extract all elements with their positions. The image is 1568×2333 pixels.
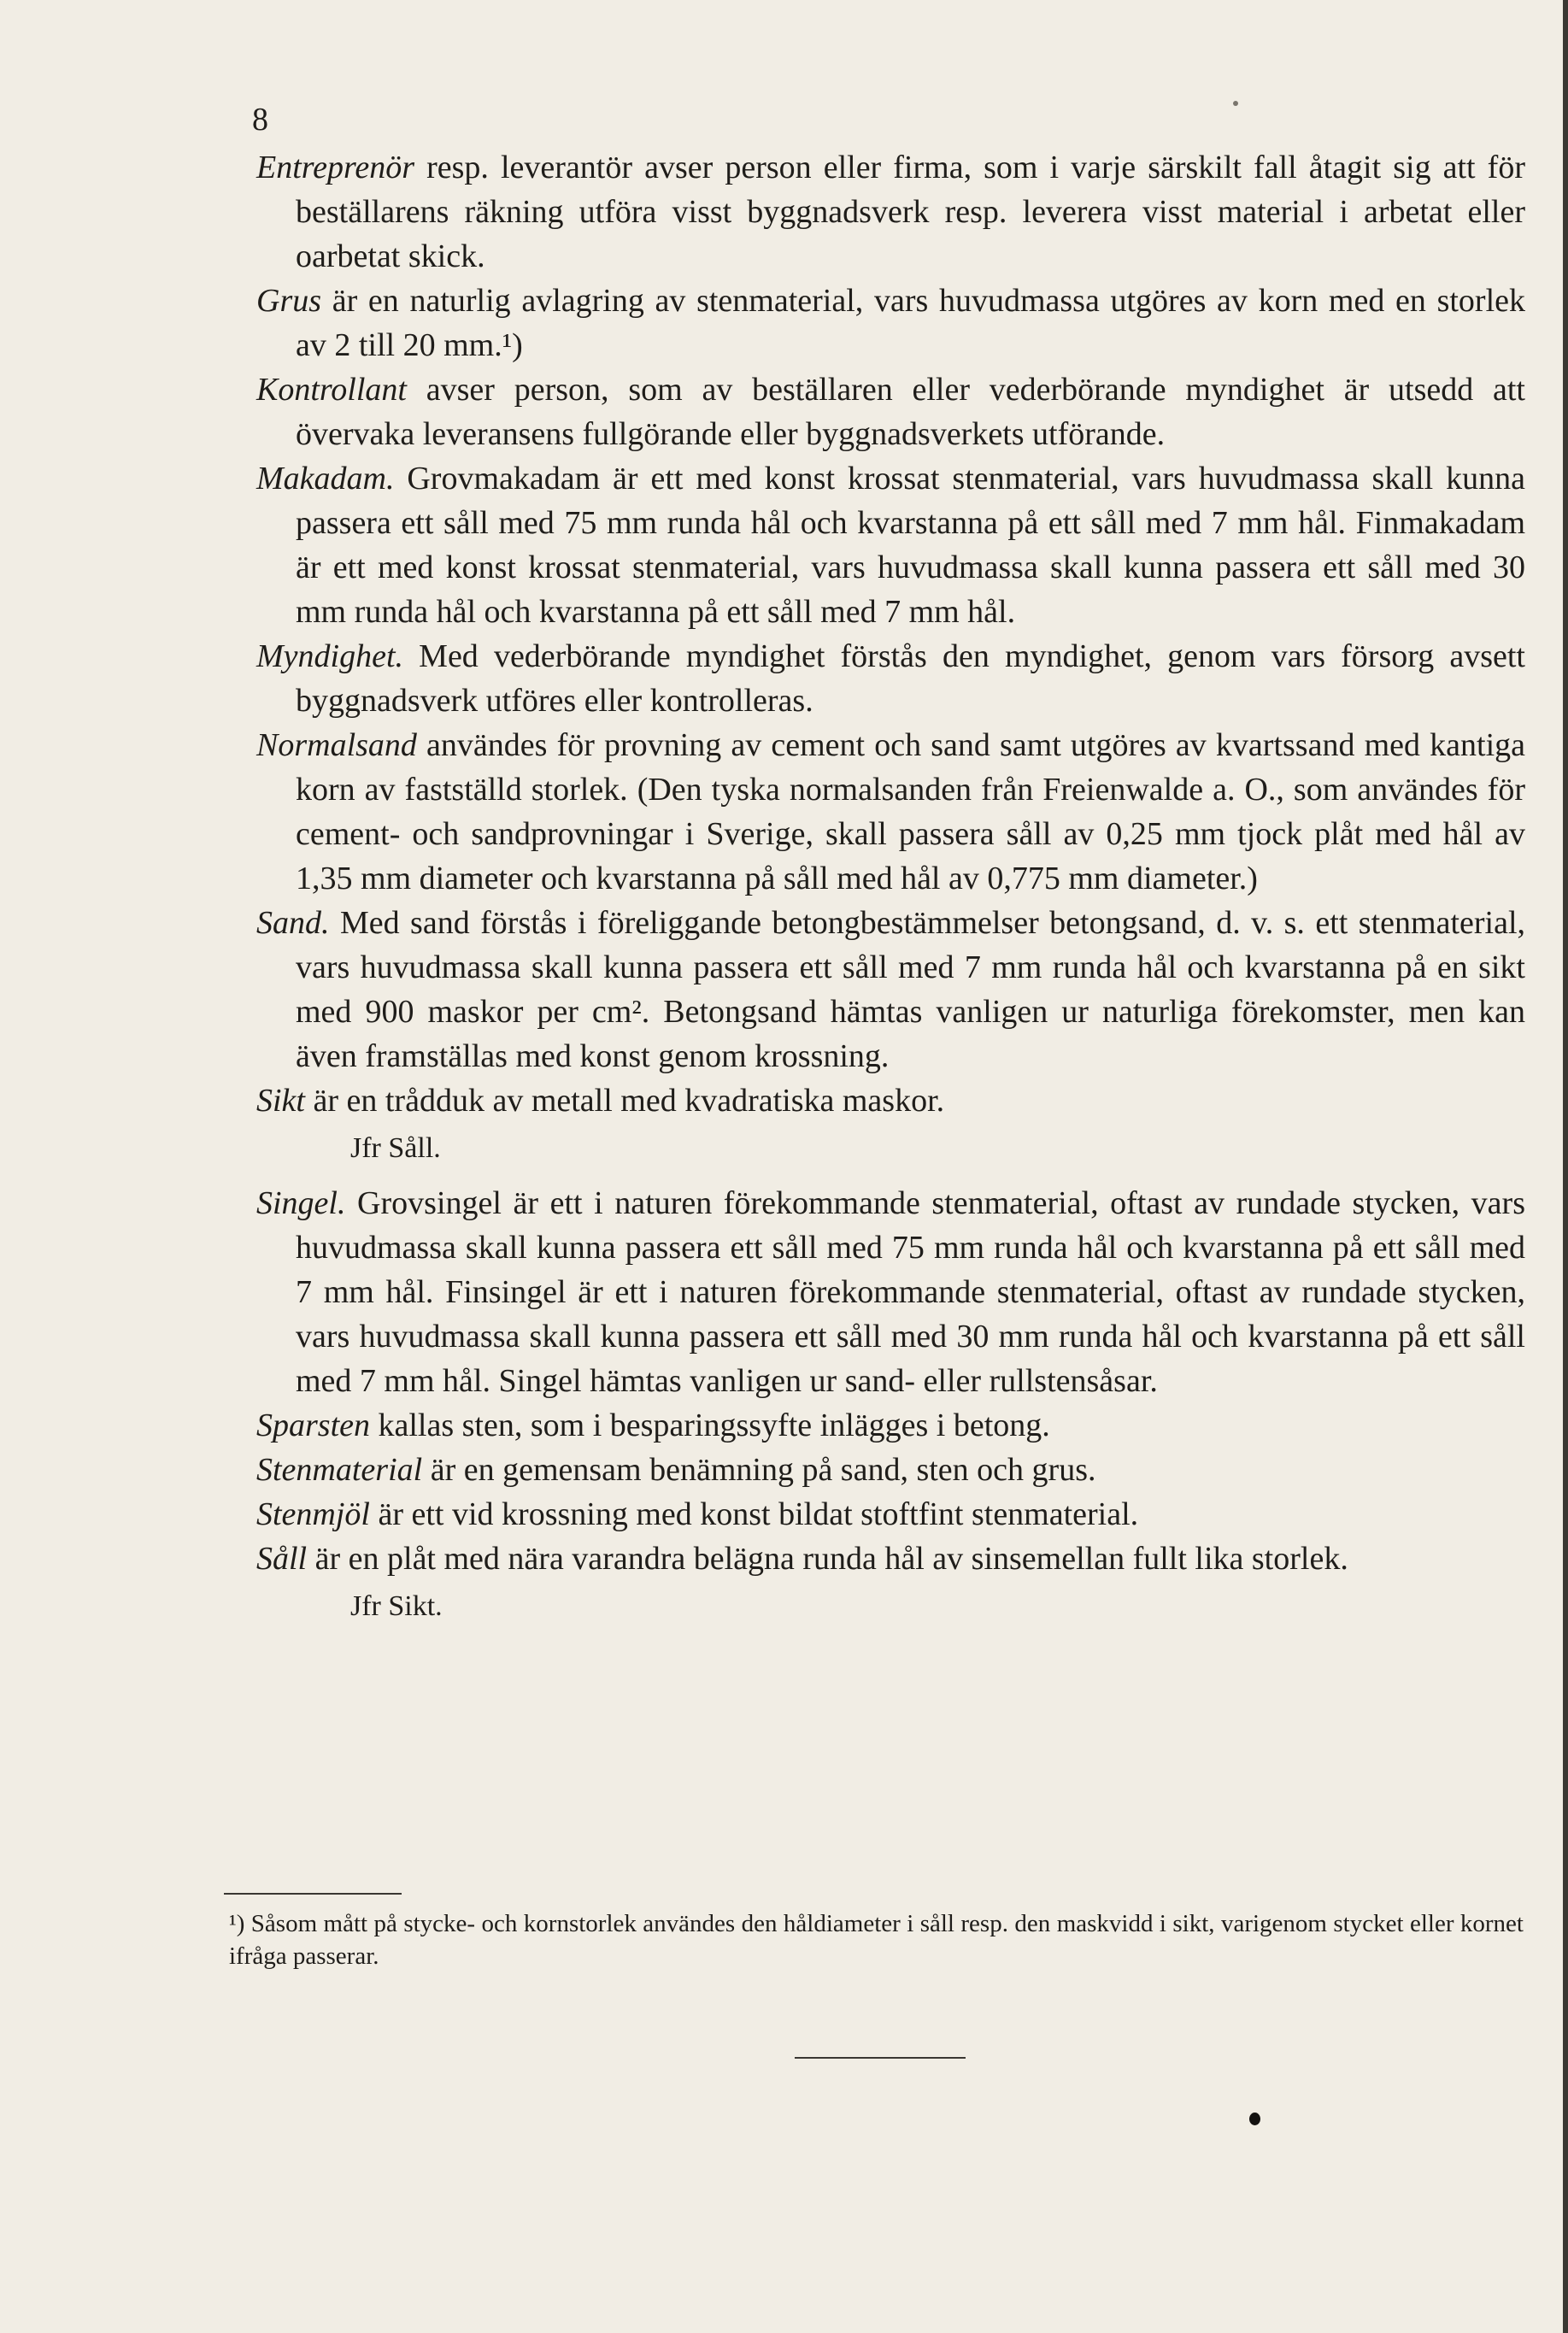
page-edge — [1563, 0, 1568, 2333]
definition-entry — [256, 723, 1525, 901]
definition-text: är ett vid krossning med konst bildat stoftfint stenmaterial. — [369, 1496, 1139, 1532]
definition-term: Sand. — [256, 905, 330, 941]
end-rule — [795, 2057, 966, 2059]
definition-entry — [256, 1537, 1525, 1581]
cross-reference: Jfr Såll. — [350, 1132, 441, 1164]
definition-text: är en naturlig avlagring av stenmaterial, vars huvudmassa utgöres av korn med en storlek av 2 till 20 mm.¹) — [296, 283, 1525, 363]
definition-term: Singel. — [256, 1185, 346, 1221]
definition-text: avser person, som av beställaren eller vederbörande myndighet är utsedd att övervaka leveransens fullgörande eller byggnadsverkets utförande. — [296, 372, 1525, 452]
footnote-divider — [224, 1893, 402, 1895]
definition-entry — [256, 634, 1525, 723]
definition-entry — [256, 1403, 1525, 1448]
definition-entry — [256, 1181, 1525, 1403]
definition-entry — [256, 456, 1525, 634]
definition-term: Stenmaterial — [256, 1452, 423, 1488]
definition-entry — [256, 1078, 1525, 1123]
definition-text: användes för provning av cement och sand samt utgöres av kvartssand med kantiga korn av fastställd storlek. (Den tyska normalsanden från Freienwalde a. O., som användes för cement- och sandprovningar i Sverige, skall passera såll av 0,25 mm tjock plåt med hål av 1,35 mm diameter och kvarstanna på såll med hål av 0,775 mm diameter.) — [296, 727, 1525, 896]
footnote-text: ¹) Såsom mått på stycke- och kornstorlek användes den håldiameter i såll resp. den maskvidd i sikt, varigenom stycket eller kornet ifråga passerar. — [229, 1910, 1524, 1970]
definition-entry — [256, 1492, 1525, 1537]
definition-term: Normalsand — [256, 727, 417, 763]
definition-entry — [256, 1448, 1525, 1492]
definition-text: Med vederbörande myndighet förstås den myndighet, genom vars försorg avsett byggnadsverk utföres eller kontrolleras. — [296, 638, 1525, 719]
definition-text: kallas sten, som i besparingssyfte inlägges i betong. — [370, 1407, 1050, 1443]
definition-term: Kontrollant — [256, 372, 407, 408]
definition-term: Makadam. — [256, 461, 395, 497]
definition-term: Sikt — [256, 1083, 305, 1119]
definition-text: är en gemensam benämning på sand, sten och grus. — [422, 1452, 1096, 1488]
definitions-list — [256, 145, 1525, 1639]
definition-term: Sparsten — [256, 1407, 370, 1443]
definition-term: Såll — [256, 1541, 308, 1577]
footnote — [229, 1907, 1524, 1972]
definition-entry — [256, 367, 1525, 456]
definition-text: resp. leverantör avser person eller firma, som i varje särskilt fall åtagit sig att för beställarens räkning utföra visst byggnadsverk resp. leverera visst material i arbetat eller oarbetat skick. — [296, 150, 1525, 274]
definition-entry — [256, 901, 1525, 1078]
definition-text: Grovmakadam är ett med konst krossat stenmaterial, vars huvudmassa skall kunna passera ett såll med 75 mm runda hål och kvarstanna på ett såll med 7 mm hål. Finmakadam är ett med konst krossat stenmaterial, vars huvudmassa skall kunna passera ett såll med 30 mm runda hål och kvarstanna på ett såll med 7 mm hål. — [296, 461, 1525, 630]
definition-term: Grus — [256, 283, 322, 319]
definition-entry — [256, 279, 1525, 367]
cross-reference: Jfr Sikt. — [350, 1590, 443, 1622]
definition-text: är en plåt med nära varandra belägna runda hål av sinsemellan fullt lika storlek. — [307, 1541, 1348, 1577]
definition-term: Stenmjöl — [256, 1496, 370, 1532]
definition-text: Grovsingel är ett i naturen förekommande stenmaterial, oftast av rundade stycken, vars huvudmassa skall kunna passera ett såll med 75 mm runda hål och kvarstanna på ett såll med 7 mm hål. Finsingel är ett i naturen förekommande stenmaterial, oftast av rundade stycken, vars huvudmassa skall kunna passera ett såll med 30 mm runda hål och kvarstanna på ett såll med 7 mm hål. Singel hämtas vanligen ur sand- eller rullstensåsar. — [296, 1185, 1525, 1399]
definition-term: Myndighet. — [256, 638, 404, 674]
bullet-mark — [1249, 2113, 1260, 2125]
definition-entry — [256, 145, 1525, 279]
page-number: 8 — [252, 102, 268, 138]
definition-text: är en trådduk av metall med kvadratiska maskor. — [304, 1083, 945, 1119]
definition-term: Entreprenör — [256, 150, 415, 185]
stray-mark — [1233, 101, 1238, 106]
definition-text: Med sand förstås i föreliggande betongbestämmelser betongsand, d. v. s. ett stenmaterial, vars huvudmassa skall kunna passera ett såll med 7 mm runda hål och kvarstanna på en sikt med 900 maskor per cm². Betongsand hämtas vanligen ur naturliga förekomster, men kan även framställas med konst genom krossning. — [296, 905, 1525, 1074]
